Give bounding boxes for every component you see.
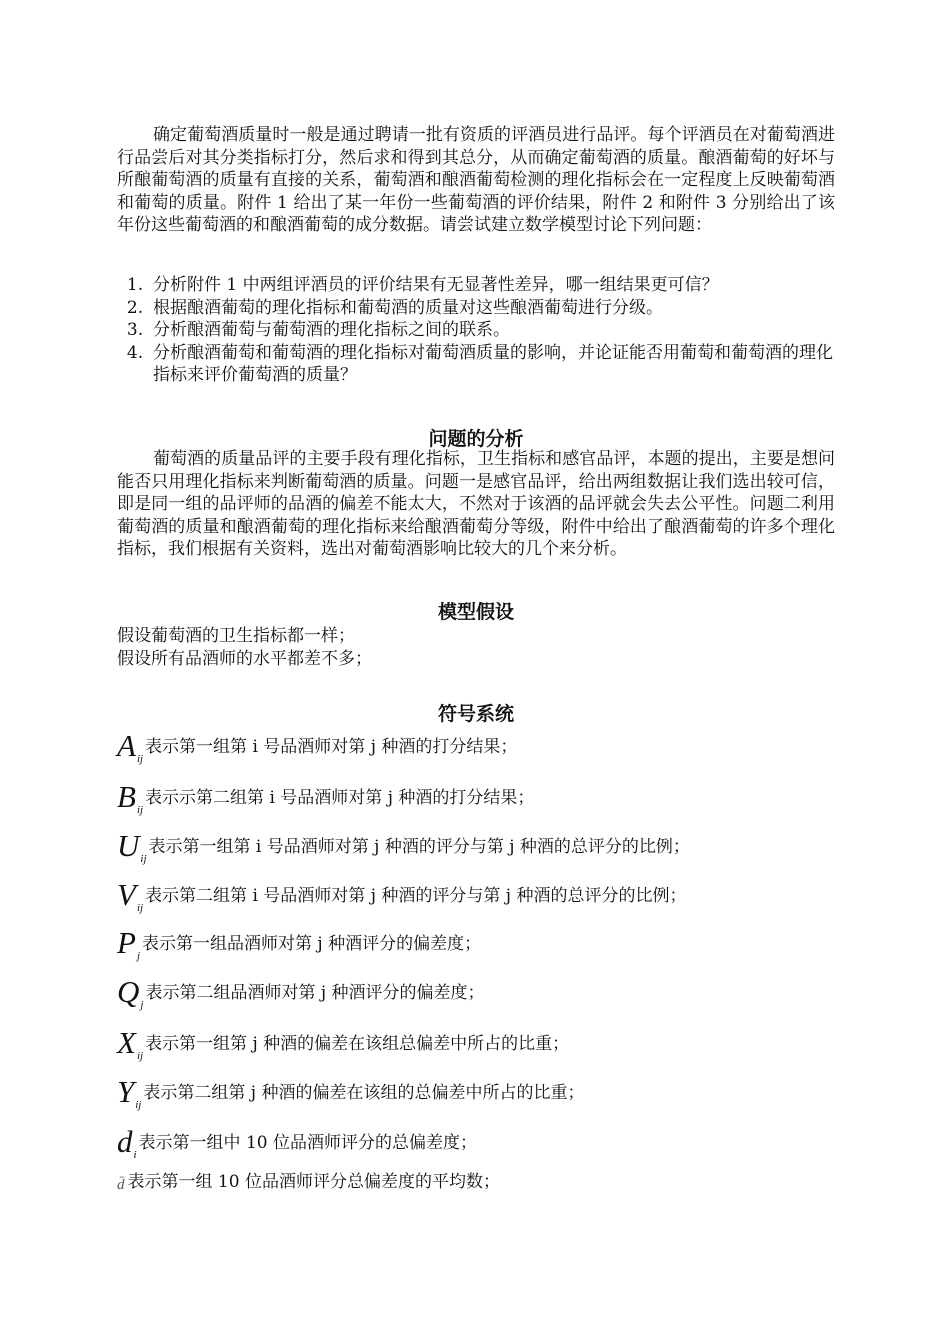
symbol-variable: B [117,779,136,814]
symbol-description: 表示第一组品酒师对第 j 种酒评分的偏差度； [142,934,482,954]
symbol-subscript: j [136,950,140,962]
list-item [117,274,835,297]
symbol-variable: A [117,728,136,763]
question-number: 2. [126,297,144,318]
symbol-variable: Q [117,974,140,1009]
symbol-variable: Y [117,1074,135,1109]
symbol-variable: d̄ [117,1177,125,1193]
symbol-description: 表示第一组中 10 位品酒师评分的总偏差度； [138,1133,478,1153]
symbols-heading: 符号系统 [437,703,514,725]
symbol-row [117,828,690,865]
assumption-item: 假设葡萄酒的卫生指标都一样； [117,626,355,646]
symbol-variable: X [117,1025,136,1060]
symbol-subscript: i [133,1149,137,1161]
intro-paragraph: 确定葡萄酒质量时一般是通过聘请一批有资质的评酒员进行品评。每个评酒员在对葡萄酒进行品尝后对其分类指标打分，然后求和得到其总分，从而确定葡萄酒的质量。酿酒葡萄的好坏与所酿葡萄酒的质量有直接的关系，葡萄酒和酿酒葡萄检测的理化指标会在一定程度上反映葡萄酒和葡萄的质量。附件 1 给出了某一年份一些葡萄酒的评价结果，附件 2 和附件 3 分别给出了该年份这些葡萄酒的和酿酒葡萄的成分数据。请尝试建立数学模型讨论下列问题： [117,125,835,236]
symbol-subscript: ij [136,753,144,765]
question-list [117,274,835,387]
symbol-description: 表示第一组 10 位品酒师评分总偏差度的平均数； [127,1172,500,1192]
symbol-subscript: ij [136,1050,144,1062]
question-number: 4. [126,342,144,363]
symbol-row [117,1124,478,1161]
symbol-subscript: ij [135,1099,142,1111]
symbol-row [117,1025,570,1062]
analysis-heading: 问题的分析 [428,428,524,450]
symbol-subscript: ij [136,902,144,914]
assumption-item: 假设所有品酒师的水平都差不多； [117,649,372,669]
symbol-variable: V [117,877,136,912]
symbol-row [117,925,482,962]
list-item [117,297,835,320]
symbol-description: 表示第一组第 j 种酒的偏差在该组总偏差中所占的比重； [145,1034,570,1054]
symbol-subscript: j [140,999,144,1011]
list-item [117,342,835,387]
symbol-row [117,877,687,914]
symbol-row [117,728,518,765]
analysis-paragraph: 葡萄酒的质量品评的主要手段有理化指标，卫生指标和感官品评，本题的提出，主要是想问能否只用理化指标来判断葡萄酒的质量。问题一是感官品评，给出两组数据让我们选出较可信，即是同一组的品评师的品酒的偏差不能太大，不然对于该酒的品评就会失去公平性。问题二利用葡萄酒的质量和酿酒葡萄的理化指标来给酿酒葡萄分等级，附件中给出了酿酒葡萄的许多个理化指标，我们根据有关资料，选出对葡萄酒影响比较大的几个来分析。 [117,449,835,560]
symbol-row [117,974,485,1011]
list-item [117,319,835,342]
symbol-description: 表示示第二组第 i 号品酒师对第 j 种酒的打分结果； [145,788,535,808]
symbol-description: 表示第二组第 j 种酒的偏差在该组的总偏差中所占的比重； [143,1083,585,1103]
symbol-description: 表示第一组第 i 号品酒师对第 j 种酒的评分与第 j 种酒的总评分的比例； [148,837,690,857]
question-number: 1. [126,275,144,295]
question-text: 分析附件 1 中两组评酒员的评价结果有无显著性差异，哪一组结果更可信？ [153,275,719,295]
symbol-subscript: ij [136,804,144,816]
symbol-variable: U [117,828,140,863]
symbol-row [117,779,535,816]
question-text: 分析酿酒葡萄与葡萄酒的理化指标之间的联系。 [153,320,510,341]
question-number: 3. [126,320,144,341]
symbol-description: 表示第二组品酒师对第 j 种酒评分的偏差度； [145,983,485,1003]
symbol-row [117,1074,585,1111]
symbol-variable: P [117,925,136,960]
question-text: 根据酿酒葡萄的理化指标和葡萄酒的质量对这些酿酒葡萄进行分级。 [153,297,663,318]
symbol-description: 表示第二组第 i 号品酒师对第 j 种酒的评分与第 j 种酒的总评分的比例； [145,886,687,906]
symbol-row [117,1171,500,1193]
symbol-variable: d [117,1124,133,1159]
assumptions-heading: 模型假设 [437,601,514,623]
question-text: 分析酿酒葡萄和葡萄酒的理化指标对葡萄酒质量的影响，并论证能否用葡萄和葡萄酒的理化指标来评价葡萄酒的质量？ [153,342,833,386]
symbol-description: 表示第一组第 i 号品酒师对第 j 种酒的打分结果； [145,737,518,757]
symbol-subscript: ij [140,853,147,865]
